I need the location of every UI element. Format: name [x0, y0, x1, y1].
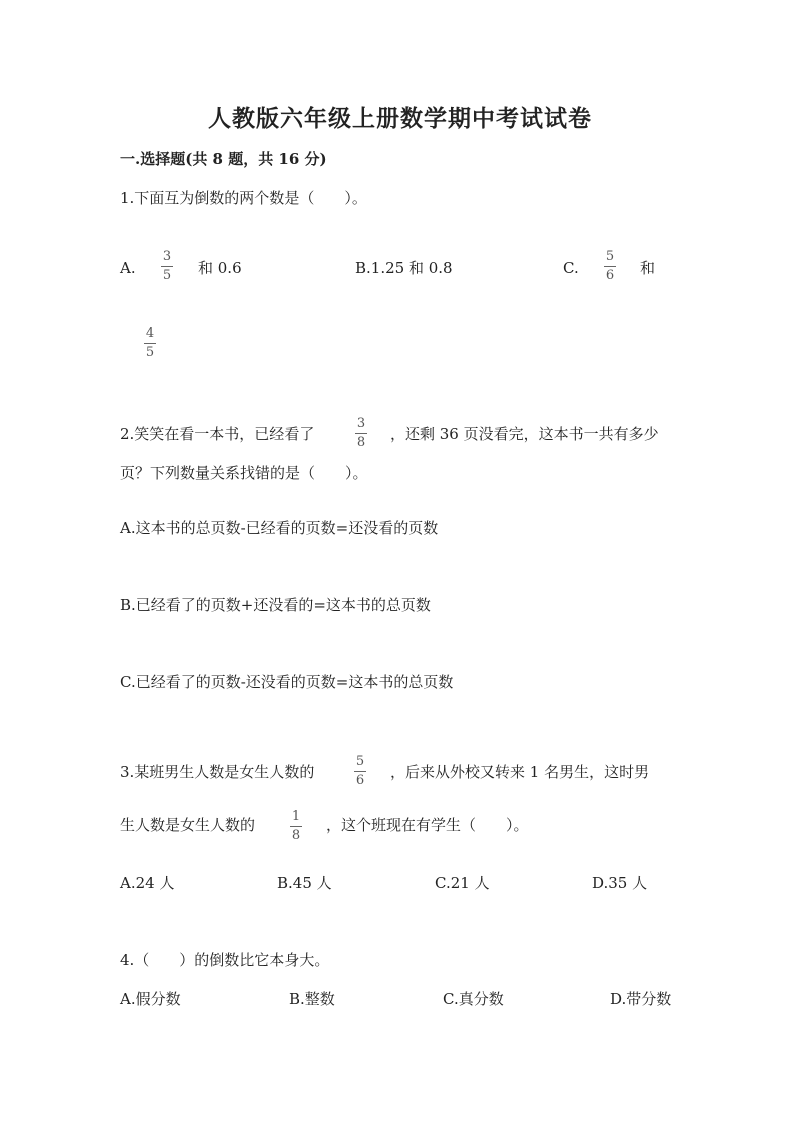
- q2-option-b: B.已经看了的页数+还没看的=这本书的总页数: [120, 596, 431, 614]
- question-2-text-part2: ，还剩 36 页没看完，这本书一共有多少: [390, 425, 659, 443]
- fraction-bar: [354, 771, 366, 772]
- question-4-text: 4.（ ）的倒数比它本身大。: [120, 951, 330, 969]
- q4-option-c: C.真分数: [443, 990, 504, 1008]
- page-title: 人教版六年级上册数学期中考试试卷: [208, 105, 592, 132]
- fraction-bar: [144, 343, 156, 344]
- q2-fraction: [355, 417, 367, 450]
- question-3-text-part1: 3.某班男生人数是女生人数的: [120, 763, 315, 781]
- fraction-denominator: 5: [162, 268, 172, 283]
- q3-option-b: B.45 人: [277, 874, 332, 892]
- q1-option-b: B.1.25 和 0.8: [355, 259, 453, 277]
- q3-option-c: C.21 人: [435, 874, 490, 892]
- q4-option-a: A.假分数: [120, 990, 181, 1008]
- fraction-bar: [290, 826, 302, 827]
- q4-option-d: D.带分数: [610, 990, 672, 1008]
- q4-option-b: B.整数: [289, 990, 335, 1008]
- question-1-text: 1.下面互为倒数的两个数是（ ）。: [120, 189, 367, 207]
- q3-fraction-1: [354, 755, 366, 788]
- fraction-denominator: 6: [605, 268, 615, 283]
- question-2-text-line2: 页？下列数量关系找错的是（ ）。: [120, 464, 368, 482]
- q1-option-c-fraction: [604, 250, 616, 283]
- fraction-numerator: 3: [162, 249, 172, 264]
- fraction-numerator: 5: [605, 249, 615, 264]
- q2-option-c: C.已经看了的页数-还没看的页数=这本书的总页数: [120, 673, 454, 691]
- q1-option-a-text: 和 0.6: [198, 259, 242, 277]
- q1-option-c-fraction-2: [144, 327, 156, 360]
- q1-option-c-text: 和: [640, 259, 656, 277]
- question-3-text-part2: ，后来从外校又转来 1 名男生，这时男: [390, 763, 650, 781]
- fraction-denominator: 5: [145, 345, 155, 360]
- fraction-numerator: 3: [356, 416, 366, 431]
- fraction-denominator: 8: [291, 828, 301, 843]
- q3-option-d: D.35 人: [592, 874, 648, 892]
- fraction-numerator: 5: [355, 754, 365, 769]
- q1-option-c-label: C.: [563, 259, 579, 277]
- question-2-text-part1: 2.笑笑在看一本书，已经看了: [120, 425, 315, 443]
- fraction-numerator: 1: [291, 809, 301, 824]
- fraction-numerator: 4: [145, 326, 155, 341]
- q3-option-a: A.24 人: [120, 874, 175, 892]
- q1-option-a-label: A.: [120, 259, 136, 277]
- fraction-bar: [604, 266, 616, 267]
- fraction-bar: [355, 433, 367, 434]
- fraction-denominator: 8: [356, 435, 366, 450]
- q1-option-a-fraction: [161, 250, 173, 283]
- question-3-text-line2-part1: 生人数是女生人数的: [120, 816, 256, 834]
- fraction-denominator: 6: [355, 773, 365, 788]
- q2-option-a: A.这本书的总页数-已经看的页数=还没看的页数: [120, 519, 439, 537]
- section-heading: 一.选择题(共 8 题，共 16 分): [120, 150, 327, 168]
- question-3-text-line2-part2: ，这个班现在有学生（ ）。: [326, 816, 529, 834]
- fraction-bar: [161, 266, 173, 267]
- q3-fraction-2: [290, 810, 302, 843]
